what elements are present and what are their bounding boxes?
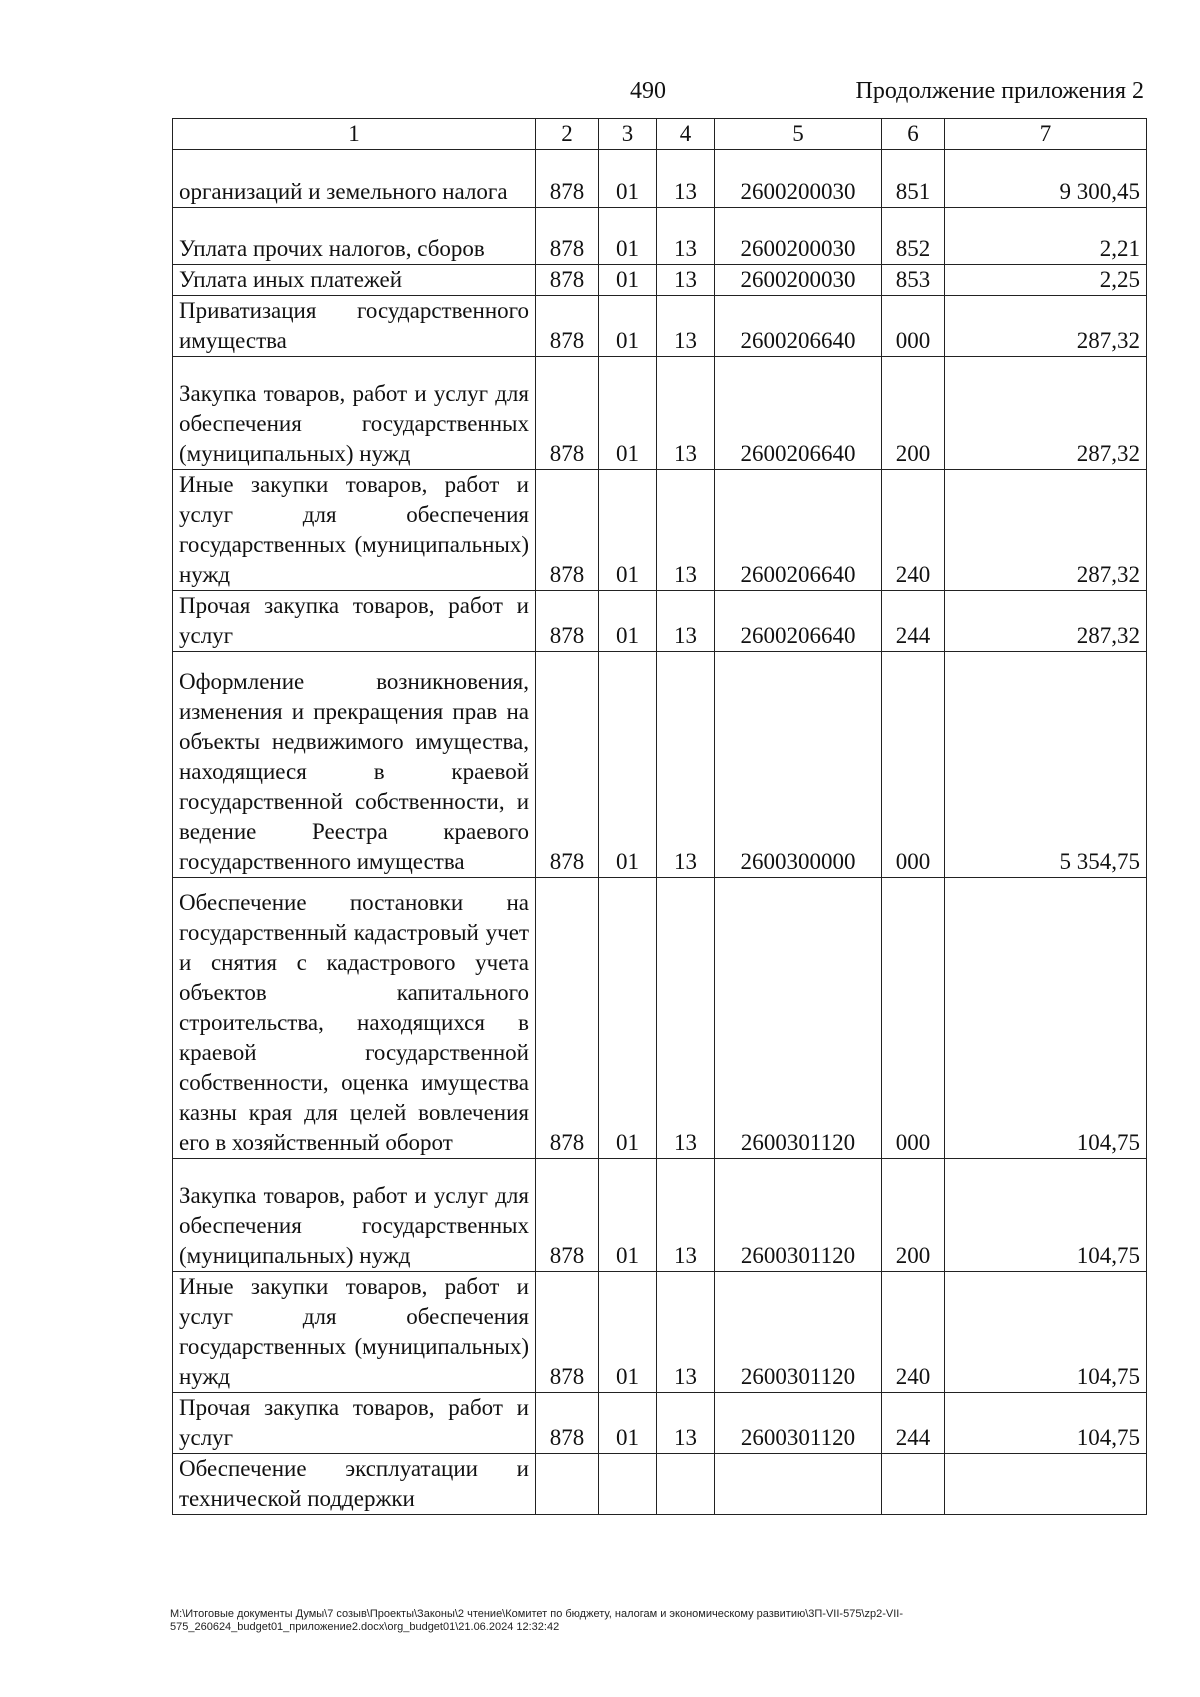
budget-table	[172, 118, 1147, 1515]
row-subsection-code: 13	[657, 150, 715, 208]
row-target-article: 2600206640	[715, 296, 882, 357]
table-row	[173, 878, 1147, 1159]
row-expense-type	[882, 1454, 945, 1515]
row-name: Прочая закупка товаров, работ и услуг	[173, 591, 536, 652]
row-subsection-code: 13	[657, 296, 715, 357]
row-subsection-code: 13	[657, 208, 715, 265]
row-subsection-code: 13	[657, 1159, 715, 1272]
row-section-code: 01	[599, 1393, 657, 1454]
row-section-code: 01	[599, 591, 657, 652]
row-name: Приватизация государственного имущества	[173, 296, 536, 357]
row-section-code: 01	[599, 1272, 657, 1393]
row-ved-code: 878	[536, 591, 599, 652]
row-target-article: 2600200030	[715, 265, 882, 296]
row-name: Закупка товаров, работ и услуг для обеспечения государственных (муниципальных) нужд	[173, 357, 536, 470]
row-expense-type: 200	[882, 1159, 945, 1272]
row-expense-type: 853	[882, 265, 945, 296]
table-row	[173, 150, 1147, 208]
row-section-code: 01	[599, 150, 657, 208]
row-ved-code: 878	[536, 357, 599, 470]
row-section-code: 01	[599, 357, 657, 470]
row-expense-type: 240	[882, 470, 945, 591]
row-expense-type: 000	[882, 652, 945, 878]
row-amount	[945, 1454, 1147, 1515]
row-expense-type: 244	[882, 591, 945, 652]
row-name: Обеспечение постановки на государственный кадастровый учет и снятия с кадастрового учета объектов капитального строительства, находящихся в краевой государственной собственности, оценка имущества казны края для целей вовлечения его в хозяйственный оборот	[173, 878, 536, 1159]
row-ved-code: 878	[536, 878, 599, 1159]
row-subsection-code	[657, 1454, 715, 1515]
row-subsection-code: 13	[657, 652, 715, 878]
table-row	[173, 208, 1147, 265]
row-section-code: 01	[599, 208, 657, 265]
row-section-code: 01	[599, 265, 657, 296]
row-subsection-code: 13	[657, 878, 715, 1159]
row-amount: 104,75	[945, 1272, 1147, 1393]
row-subsection-code: 13	[657, 591, 715, 652]
page-header	[0, 72, 1200, 112]
row-expense-type: 852	[882, 208, 945, 265]
row-amount: 287,32	[945, 470, 1147, 591]
row-target-article: 2600300000	[715, 652, 882, 878]
row-target-article: 2600301120	[715, 1272, 882, 1393]
table-row	[173, 652, 1147, 878]
row-name: Уплата иных платежей	[173, 265, 536, 296]
row-amount: 287,32	[945, 357, 1147, 470]
row-subsection-code: 13	[657, 357, 715, 470]
table-header-row	[173, 119, 1147, 150]
row-ved-code: 878	[536, 265, 599, 296]
row-name: Иные закупки товаров, работ и услуг для обеспечения государственных (муниципальных) нужд	[173, 470, 536, 591]
column-header-5: 5	[715, 119, 882, 150]
row-target-article: 2600206640	[715, 357, 882, 470]
row-section-code	[599, 1454, 657, 1515]
row-expense-type: 000	[882, 878, 945, 1159]
page-number: 490	[630, 78, 666, 104]
row-target-article: 2600200030	[715, 208, 882, 265]
row-target-article: 2600301120	[715, 878, 882, 1159]
row-target-article: 2600200030	[715, 150, 882, 208]
table-row	[173, 1454, 1147, 1515]
table-row	[173, 470, 1147, 591]
row-section-code: 01	[599, 1159, 657, 1272]
row-amount: 287,32	[945, 296, 1147, 357]
row-target-article: 2600301120	[715, 1159, 882, 1272]
row-amount: 104,75	[945, 1393, 1147, 1454]
table-row	[173, 1272, 1147, 1393]
row-amount: 287,32	[945, 591, 1147, 652]
continuation-label: Продолжение приложения 2	[855, 78, 1144, 104]
row-ved-code: 878	[536, 470, 599, 591]
table-row	[173, 265, 1147, 296]
row-amount: 2,25	[945, 265, 1147, 296]
row-section-code: 01	[599, 296, 657, 357]
table-row	[173, 357, 1147, 470]
row-ved-code: 878	[536, 296, 599, 357]
row-ved-code: 878	[536, 1159, 599, 1272]
column-header-1: 1	[173, 119, 536, 150]
table-row	[173, 1159, 1147, 1272]
row-name: Уплата прочих налогов, сборов	[173, 208, 536, 265]
row-name: Закупка товаров, работ и услуг для обеспечения государственных (муниципальных) нужд	[173, 1159, 536, 1272]
row-amount: 2,21	[945, 208, 1147, 265]
row-subsection-code: 13	[657, 1272, 715, 1393]
row-expense-type: 851	[882, 150, 945, 208]
document-path-footer: M:\Итоговые документы Думы\7 созыв\Проекты\Законы\2 чтение\Комитет по бюджету, налогам и экономическому развитию\3П-VII-575\zp2-VII-575_260624_budget01_приложение2.docx\org_budget01\21.06.2024 12:32:42	[170, 1608, 903, 1633]
row-target-article: 2600206640	[715, 591, 882, 652]
row-ved-code: 878	[536, 652, 599, 878]
row-subsection-code: 13	[657, 470, 715, 591]
row-name: Прочая закупка товаров, работ и услуг	[173, 1393, 536, 1454]
row-name: Обеспечение эксплуатации и технической поддержки	[173, 1454, 536, 1515]
row-target-article: 2600206640	[715, 470, 882, 591]
row-ved-code: 878	[536, 208, 599, 265]
row-section-code: 01	[599, 470, 657, 591]
row-name: Оформление возникновения, изменения и прекращения прав на объекты недвижимого имущества, находящиеся в краевой государственной собственности, и ведение Реестра краевого государственного имущества	[173, 652, 536, 878]
row-subsection-code: 13	[657, 1393, 715, 1454]
table-row	[173, 296, 1147, 357]
row-ved-code: 878	[536, 1272, 599, 1393]
row-amount: 5 354,75	[945, 652, 1147, 878]
row-amount: 9 300,45	[945, 150, 1147, 208]
column-header-6: 6	[882, 119, 945, 150]
row-section-code: 01	[599, 652, 657, 878]
row-expense-type: 000	[882, 296, 945, 357]
row-expense-type: 244	[882, 1393, 945, 1454]
row-expense-type: 200	[882, 357, 945, 470]
row-ved-code: 878	[536, 1393, 599, 1454]
row-subsection-code: 13	[657, 265, 715, 296]
row-amount: 104,75	[945, 1159, 1147, 1272]
row-ved-code: 878	[536, 150, 599, 208]
row-section-code: 01	[599, 878, 657, 1159]
row-expense-type: 240	[882, 1272, 945, 1393]
column-header-7: 7	[945, 119, 1147, 150]
row-target-article: 2600301120	[715, 1393, 882, 1454]
table-row	[173, 591, 1147, 652]
row-name: Иные закупки товаров, работ и услуг для обеспечения государственных (муниципальных) нужд	[173, 1272, 536, 1393]
row-ved-code	[536, 1454, 599, 1515]
row-name: организаций и земельного налога	[173, 150, 536, 208]
row-target-article	[715, 1454, 882, 1515]
column-header-3: 3	[599, 119, 657, 150]
column-header-4: 4	[657, 119, 715, 150]
column-header-2: 2	[536, 119, 599, 150]
table-row	[173, 1393, 1147, 1454]
row-amount: 104,75	[945, 878, 1147, 1159]
